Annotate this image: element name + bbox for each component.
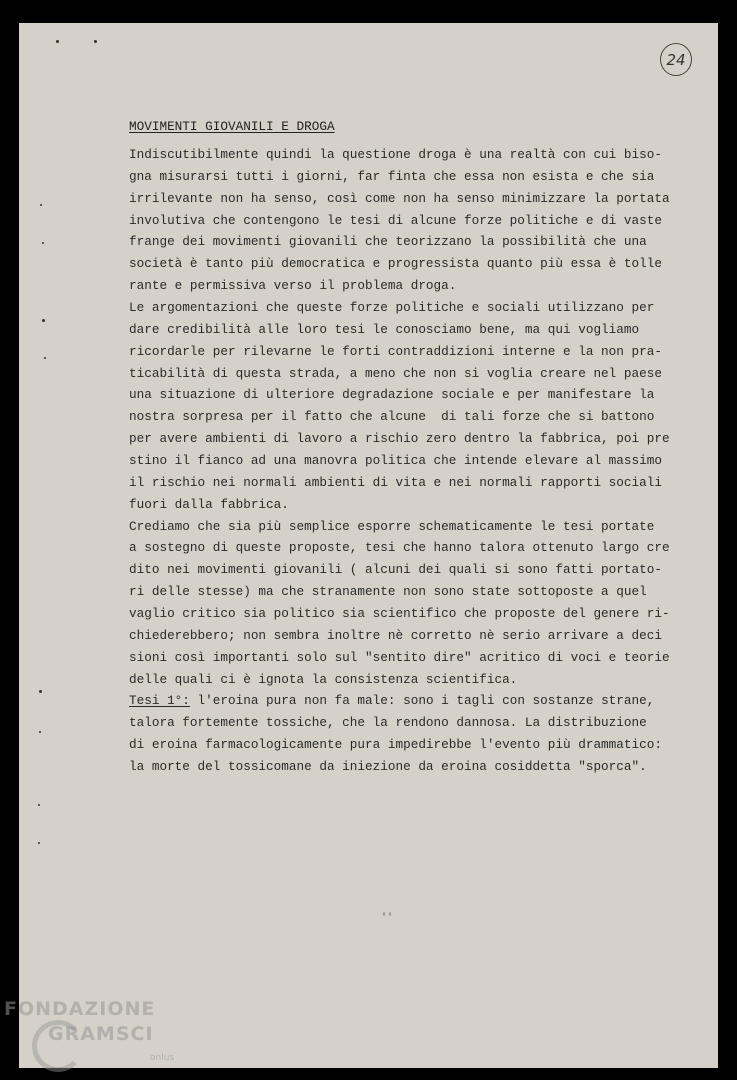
text-line: la morte del tossicomane da iniezione da eroina cosiddetta "sporca". [129,759,647,775]
text-line: Le argomentazioni che queste forze politiche e sociali utilizzano per [129,300,655,316]
text-line: sioni così importanti solo sul "sentito dire" acritico di voci e teorie [129,649,670,665]
tesi-label: Tesi 1°: [129,693,190,709]
text-line: delle quali ci è ignota la consistenza scientifica. [129,671,518,687]
margin-speck [42,242,44,244]
text-line: gna misurarsi tutti i giorni, far finta che essa non esista e che sia [129,168,655,184]
text-line: a sostegno di queste proposte, tesi che hanno talora ottenuto largo cre [129,540,670,556]
margin-speck [40,204,42,206]
text-line: frange dei movimenti giovanili che teorizzano la possibilità che una [129,234,647,250]
text-line: Indiscutibilmente quindi la questione droga è una realtà con cui biso- [129,147,662,162]
margin-speck [56,40,59,43]
text-line: dito nei movimenti giovanili ( alcuni dei quali si sono fatti portato- [129,562,662,578]
text-line: dare credibilità alle loro tesi le conosciamo bene, ma qui vogliamo [129,321,640,337]
text-line: una situazione di ulteriore degradazione sociale e per manifestare la [129,387,655,403]
text-line: stino il fianco ad una manovra politica che intende elevare al massimo [129,453,662,469]
text-line: ticabilità di questa strada, a meno che non si voglia creare nel paese [129,365,662,381]
text-line: vaglio critico sia politico sia scientifico che proposte del genere ri- [129,606,670,622]
text-line: involutiva che contengono le tesi di alcune forze politiche e di vaste [129,212,662,228]
margin-speck [94,40,97,43]
document-page [19,23,718,1068]
page-number: 24 [660,43,692,76]
fondazione-gramsci-watermark [4,998,175,1063]
tesi-first-line: l'eroina pura non fa male: sono i tagli con sostanze strane, [189,693,655,709]
margin-speck [42,319,45,322]
margin-speck [44,357,46,359]
text-line: ri delle stesse) ma che stranamente non sono state sottoposte a quel [129,584,647,600]
text-line: società è tanto più democratica e progressista quanto più essa è tolle [129,256,662,272]
watermark-line3: onlus [150,1053,175,1063]
body-text [129,144,689,778]
watermark-line1: FONDAZIONE [4,998,156,1020]
margin-speck [39,731,41,733]
document-title: MOVIMENTI GIOVANILI E DROGA [129,119,335,134]
tesi-line [129,690,689,712]
text-line: per avere ambienti di lavoro a rischio zero dentro la fabbrica, poi pre [129,431,670,447]
margin-speck [38,804,40,806]
text-line: irrilevante non ha senso, così come non ha senso minimizzare la portata [129,190,670,206]
text-line: di eroina farmacologicamente pura impedirebbe l'evento più drammatico: [129,737,662,753]
margin-speck [38,842,40,844]
text-line: rante e permissiva verso il problema droga. [129,278,457,294]
text-line: il rischio nei normali ambienti di vita e nei normali rapporti sociali [129,474,662,490]
watermark-g-logo [32,1020,84,1072]
text-line: fuori dalla fabbrica. [129,496,289,512]
text-line: Crediamo che sia più semplice esporre schematicamente le tesi portate [129,518,655,534]
watermark-line2: GRAMSCI [48,1023,154,1045]
stray-mark: '' [381,913,394,924]
text-line: talora fortemente tossiche, che la rendono dannosa. La distribuzione [129,715,647,731]
text-line: chiederebbero; non sembra inoltre nè corretto nè serio arrivare a deci [129,627,662,643]
margin-speck [39,690,42,693]
text-line: ricordarle per rilevarne le forti contraddizioni interne e la non pra- [129,343,662,359]
text-line: nostra sorpresa per il fatto che alcune di tali forze che si battono [129,409,655,425]
